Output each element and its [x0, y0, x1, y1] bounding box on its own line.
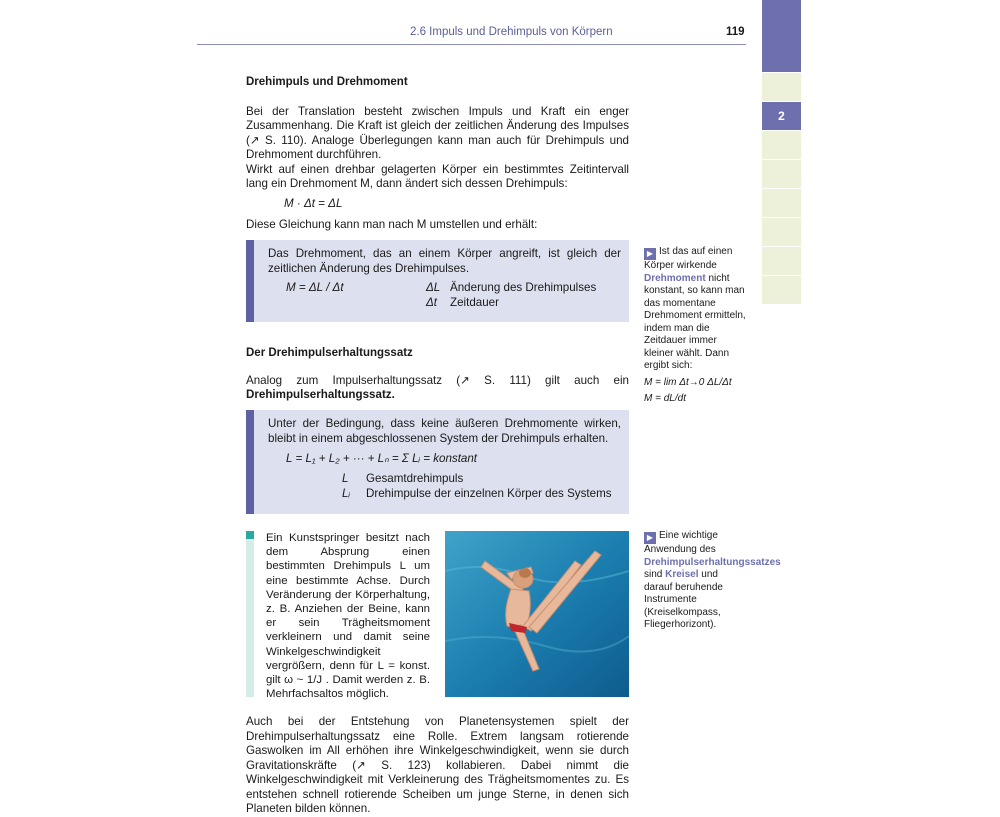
box-accent-bar [246, 240, 254, 322]
diver-photo [445, 531, 629, 697]
section-heading: Drehimpuls und Drehmoment [246, 76, 408, 88]
formula-legend [268, 471, 621, 501]
legend-symbol: Δt [426, 296, 437, 309]
sidenote-kreisel: ▶ Eine wichtige Anwendung des Drehimpulserhaltungssatzes sind Kreisel und darauf beruhende Instrumente (Kreiselkompass, Fliegerhorizont). [644, 530, 781, 630]
section-drehimpuls [246, 75, 629, 233]
play-icon: ▶ [644, 248, 656, 260]
glossary-link[interactable]: Kreisel [665, 569, 699, 580]
page-number: 119 [726, 26, 745, 38]
chapter-tab-current[interactable]: 2 [762, 102, 801, 130]
legend-symbol: Lᵢ [342, 487, 350, 500]
law-box [246, 410, 629, 514]
running-header-title: 2.6 Impuls und Drehimpuls von Körpern [410, 26, 613, 38]
chapter-tab [762, 247, 801, 275]
sidenote-drehmoment: ▶ Ist das auf einen Körper wirkende Drehmoment nicht konstant, so kann man das momentane Drehmoment ermitteln, indem man die Zeitdauer immer kleiner wählt. Dann ergibt sich: M = lim Δt→0 ΔL/Δt M = dL/dt [644, 246, 749, 406]
play-icon: ▶ [644, 532, 656, 544]
equation: M · Δt = ΔL [284, 196, 343, 210]
box-statement: Unter der Bedingung, dass keine äußeren Drehmomente wirken, bleibt in einem abgeschlossenen System der Drehimpuls erhalten. [268, 417, 621, 445]
legend-text: Gesamtdrehimpuls [366, 472, 464, 485]
section-planeten [246, 715, 629, 817]
formula-legend [426, 280, 596, 310]
paragraph: Diese Gleichung kann man nach M umstellen und erhält: [246, 218, 538, 231]
box-statement: Das Drehmoment, das an einem Körper angreift, ist gleich der zeitlichen Änderung des Drehimpulses. [268, 247, 621, 275]
legend-text: Änderung des Drehimpulses [450, 281, 597, 294]
glossary-link[interactable]: Drehimpulserhaltungssatzes [644, 556, 781, 568]
chapter-tab [762, 131, 801, 159]
definition-box [246, 240, 629, 322]
example-block [246, 531, 430, 701]
example-text: Ein Kunstspringer besitzt nach dem Absprung einen bestimmten Drehimpuls L um eine bestimmte Achse. Durch Veränderung der Körperhaltung, z. B. Anziehen der Beine, kann er sein Trägheitsmoment verkleinern und damit seine Winkelgeschwindigkeit vergrößern, denn für L = konst. gilt ω ~ 1/J . Damit werden z. B. Mehrfachsaltos möglich. [266, 532, 430, 701]
legend-text: Drehimpulse der einzelnen Körper des Systems [366, 487, 612, 500]
legend-symbol: L [342, 472, 349, 485]
paragraph: Auch bei der Entstehung von Planetensystemen spielt der Drehimpulserhaltungssatz eine Rolle. Extrem langsam rotierende Gaswolken im All erhöhen ihre Winkelgeschwindigkeit, wenn sie durch Gravitationskräfte (↗ S. 123) kollabieren. Dabei nimmt die Winkelgeschwindigkeit mit Verkleinerung des Trägheitsmomentes zu. Es entstehen schnell rotierende Scheiben um junge Sterne, in denen sich Planeten bilden können. [246, 715, 629, 815]
box-accent-bar [246, 410, 254, 514]
legend-symbol: ΔL [426, 281, 441, 294]
chapter-tab-top [762, 0, 801, 72]
chapter-tab [762, 189, 801, 217]
paragraph: Bei der Translation besteht zwischen Impuls und Kraft ein enger Zusammenhang. Die Kraft ist gleich der zeitlichen Änderung des Impulses (↗ S. 110). Analoge Überlegungen kann man auch für Drehimpuls und Drehmoment durchführen. [246, 104, 629, 161]
example-bar [246, 531, 254, 697]
paragraph: Analog zum Impulserhaltungssatz (↗ S. 111) gilt auch ein Drehimpulserhaltungssatz. [246, 373, 629, 401]
header-rule [197, 44, 746, 45]
section-heading: Der Drehimpulserhaltungssatz [246, 347, 413, 359]
chapter-tab-strip [762, 0, 801, 305]
example-marker [246, 531, 254, 539]
legend-text: Zeitdauer [450, 296, 499, 309]
box-formula: M = ΔL / Δt [286, 281, 344, 294]
section-erhaltungssatz [246, 346, 629, 403]
chapter-tab [762, 160, 801, 188]
sidenote-formula: M = dL/dt [644, 393, 686, 404]
diver-illustration [445, 531, 629, 697]
chapter-tab [762, 73, 801, 101]
glossary-link[interactable]: Drehmoment [644, 272, 706, 284]
box-formula: L = L₁ + L₂ + ··· + Lₙ = Σ Lᵢ = konstant [286, 452, 478, 465]
sidenote-formula: M = lim Δt→0 ΔL/Δt [644, 376, 732, 388]
chapter-tab [762, 276, 801, 304]
chapter-tab [762, 218, 801, 246]
paragraph: Wirkt auf einen drehbar gelagerten Körper ein bestimmtes Zeitintervall lang ein Drehmoment M, dann ändert sich dessen Drehimpuls: [246, 162, 629, 190]
